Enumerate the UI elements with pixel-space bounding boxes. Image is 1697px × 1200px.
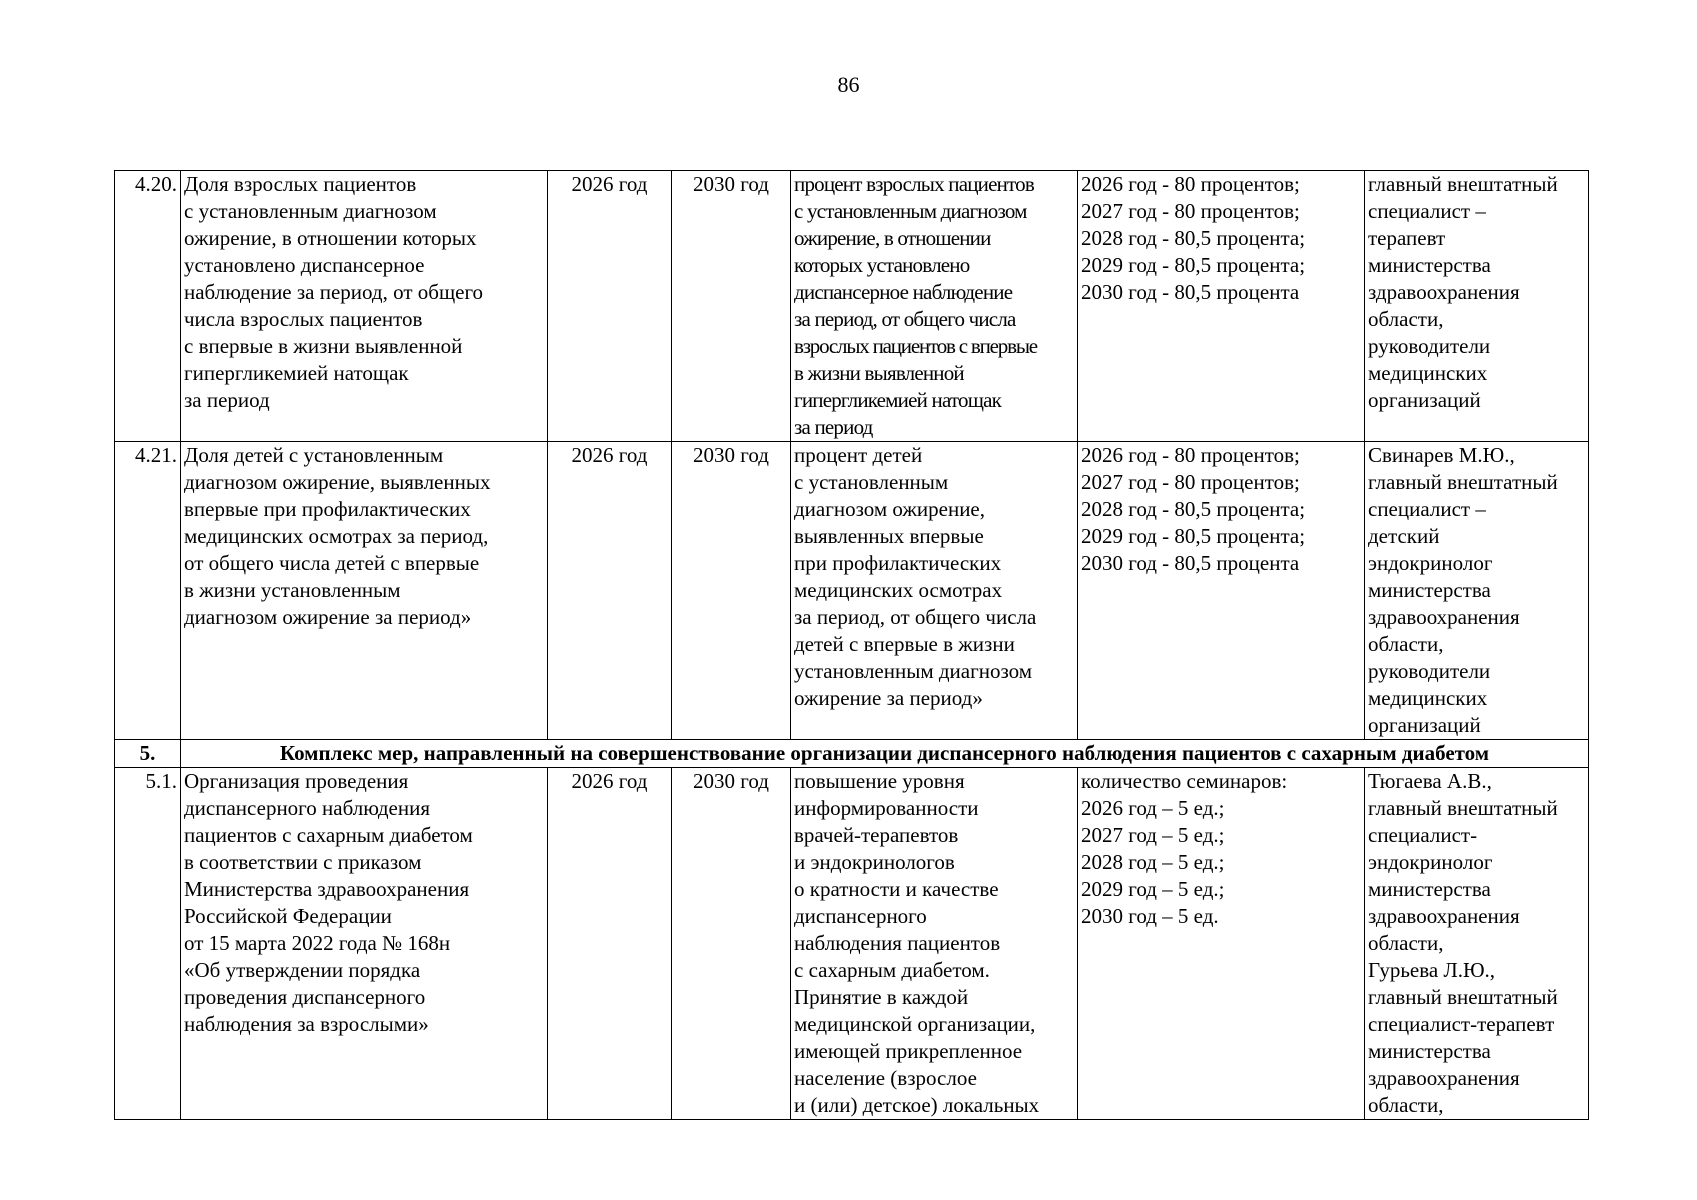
result-line: за период — [794, 415, 873, 439]
start-year: 2026 год — [548, 768, 672, 1120]
table-row-4-21 — [115, 442, 1589, 740]
row-number: 5.1. — [115, 768, 181, 1120]
result-line: диспансерное наблюдение — [794, 280, 1013, 304]
target-values: 2026 год - 80 процентов; 2027 год - 80 процентов; 2028 год - 80,5 процента; 2029 год - 80,5 процента; 2030 год - 80,5 процента — [1078, 442, 1365, 740]
expected-result — [791, 171, 1078, 442]
measure-name: Доля детей с установленным диагнозом ожирение, выявленных впервые при профилактических медицинских осмотрах за период, от общего числа детей с впервые в жизни установленным диагнозом ожирение за период» — [181, 442, 548, 740]
result-line: процент взрослых пациентов — [794, 172, 1034, 196]
measures-table — [114, 170, 1589, 1120]
target-values: количество семинаров: 2026 год – 5 ед.; 2027 год – 5 ед.; 2028 год – 5 ед.; 2029 год – 5 ед.; 2030 год – 5 ед. — [1078, 768, 1365, 1120]
table-row-4-20 — [115, 171, 1589, 442]
section-title: Комплекс мер, направленный на совершенствование организации диспансерного наблюдения пациентов с сахарным диабетом — [181, 740, 1589, 768]
target-values: 2026 год - 80 процентов; 2027 год - 80 процентов; 2028 год - 80,5 процента; 2029 год - 80,5 процента; 2030 год - 80,5 процента — [1078, 171, 1365, 442]
table-row-5-1 — [115, 768, 1589, 1120]
responsible-persons: главный внештатный специалист – терапевт министерства здравоохранения области, руководители медицинских организаций — [1365, 171, 1589, 442]
result-line: взрослых пациентов с впервые — [794, 334, 1037, 358]
end-year: 2030 год — [672, 171, 791, 442]
expected-result: процент детей с установленным диагнозом ожирение, выявленных впервые при профилактических медицинских осмотрах за период, от общего числа детей с впервые в жизни установленным диагнозом ожирение за период» — [791, 442, 1078, 740]
responsible-persons: Свинарев М.Ю., главный внештатный специалист – детский эндокринолог министерства здравоохранения области, руководители медицинских организаций — [1365, 442, 1589, 740]
row-number: 4.21. — [115, 442, 181, 740]
result-line: ожирение, в отношении — [794, 226, 991, 250]
result-line: с установленным диагнозом — [794, 199, 1027, 223]
measure-name: Организация проведения диспансерного наблюдения пациентов с сахарным диабетом в соответствии с приказом Министерства здравоохранения Российской Федерации от 15 марта 2022 года № 168н «Об утверждении порядка проведения диспансерного наблюдения за взрослыми» — [181, 768, 548, 1120]
section-header-row — [115, 740, 1589, 768]
row-number: 4.20. — [115, 171, 181, 442]
result-line: в жизни выявленной — [794, 361, 964, 385]
result-line: гипергликемией натощак — [794, 388, 1002, 412]
result-line: за период, от общего числа — [794, 307, 1016, 331]
measure-name: Доля взрослых пациентов с установленным диагнозом ожирение, в отношении которых установлено диспансерное наблюдение за период, от общего числа взрослых пациентов с впервые в жизни выявленной гипергликемией натощак за период — [181, 171, 548, 442]
result-line: которых установлено — [794, 253, 970, 277]
expected-result: повышение уровня информированности врачей-терапевтов и эндокринологов о кратности и качестве диспансерного наблюдения пациентов с сахарным диабетом. Принятие в каждой медицинской организации, имеющей прикрепленное население (взрослое и (или) детское) локальных — [791, 768, 1078, 1120]
responsible-persons: Тюгаева А.В., главный внештатный специалист- эндокринолог министерства здравоохранения области, Гурьева Л.Ю., главный внештатный специалист-терапевт министерства здравоохранения области, — [1365, 768, 1589, 1120]
start-year: 2026 год — [548, 442, 672, 740]
end-year: 2030 год — [672, 768, 791, 1120]
end-year: 2030 год — [672, 442, 791, 740]
section-number: 5. — [115, 740, 181, 768]
start-year: 2026 год — [548, 171, 672, 442]
page-number: 86 — [837, 72, 860, 97]
